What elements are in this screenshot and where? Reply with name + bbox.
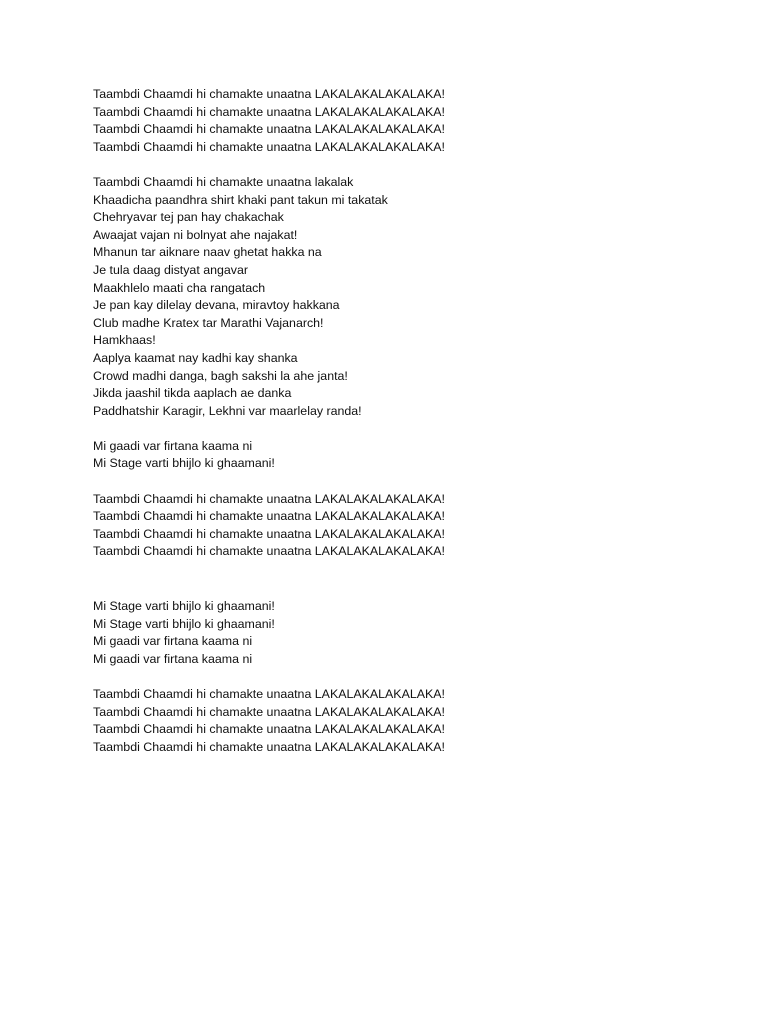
lyric-line: Taambdi Chaamdi hi chamakte unaatna LAKALAKALAKALAKA!: [93, 739, 445, 754]
lyric-line: Taambdi Chaamdi hi chamakte unaatna LAKALAKALAKALAKA!: [93, 509, 445, 524]
lyric-line: Taambdi Chaamdi hi chamakte unaatna LAKALAKALAKALAKA!: [93, 687, 445, 701]
lyric-line: Khaadicha paandhra shirt khaki pant takun mi takatak: [93, 192, 388, 207]
lyric-line: Mi Stage varti bhijlo ki ghaamani!: [93, 599, 275, 614]
lyric-line: Maakhlelo maati cha rangatach: [93, 280, 266, 295]
lyric-line: Paddhatshir Karagir, Lekhni var maarlelay randa!: [93, 403, 362, 418]
lyric-line: Awaajat vajan ni bolnyat ahe najakat!: [93, 227, 298, 242]
lyric-line: Mi gaadi var firtana kaama ni: [93, 651, 253, 666]
lyric-line: Je tula daag distyat angavar: [93, 262, 248, 277]
stanza-chorus-2: [93, 491, 713, 561]
lyric-line: Mhanun tar aiknare naav ghetat hakka na: [93, 245, 322, 260]
lyric-line: Taambdi Chaamdi hi chamakte unaatna LAKALAKALAKALAKA!: [93, 87, 445, 101]
lyric-line: Taambdi Chaamdi hi chamakte unaatna LAKALAKALAKALAKA!: [93, 526, 445, 541]
lyric-line: Club madhe Kratex tar Marathi Vajanarch!: [93, 315, 324, 330]
lyric-line: Hamkhaas!: [93, 333, 156, 348]
lyrics-body: [93, 86, 713, 774]
lyric-line: Chehryavar tej pan hay chakachak: [93, 210, 284, 225]
stanza-bridge-2: [93, 598, 713, 668]
lyric-line: Mi gaadi var firtana kaama ni: [93, 438, 253, 453]
lyric-line: Mi gaadi var firtana kaama ni: [93, 634, 253, 649]
lyric-line: Mi Stage varti bhijlo ki ghaamani!: [93, 456, 275, 471]
lyric-line: Mi Stage varti bhijlo ki ghaamani!: [93, 616, 275, 631]
stanza-chorus-1: [93, 86, 713, 156]
lyric-line: Taambdi Chaamdi hi chamakte unaatna LAKALAKALAKALAKA!: [93, 704, 445, 719]
lyric-line: Crowd madhi danga, bagh sakshi la ahe janta!: [93, 368, 348, 383]
stanza-chorus-3: [93, 686, 713, 756]
lyric-line: Taambdi Chaamdi hi chamakte unaatna LAKALAKALAKALAKA!: [93, 122, 445, 137]
lyric-line: Taambdi Chaamdi hi chamakte unaatna LAKALAKALAKALAKA!: [93, 104, 445, 119]
lyric-line: Je pan kay dilelay devana, miravtoy hakkana: [93, 298, 340, 313]
lyric-line: Aaplya kaamat nay kadhi kay shanka: [93, 350, 298, 365]
stanza-verse: [93, 174, 713, 420]
lyric-line: Taambdi Chaamdi hi chamakte unaatna lakalak: [93, 174, 354, 189]
lyric-line: Taambdi Chaamdi hi chamakte unaatna LAKALAKALAKALAKA!: [93, 139, 445, 154]
lyric-line: Taambdi Chaamdi hi chamakte unaatna LAKALAKALAKALAKA!: [93, 544, 445, 559]
lyric-line: Jikda jaashil tikda aaplach ae danka: [93, 386, 292, 401]
lyric-line: Taambdi Chaamdi hi chamakte unaatna LAKALAKALAKALAKA!: [93, 491, 445, 506]
lyric-line: Taambdi Chaamdi hi chamakte unaatna LAKALAKALAKALAKA!: [93, 722, 445, 737]
stanza-bridge-1: [93, 438, 713, 473]
